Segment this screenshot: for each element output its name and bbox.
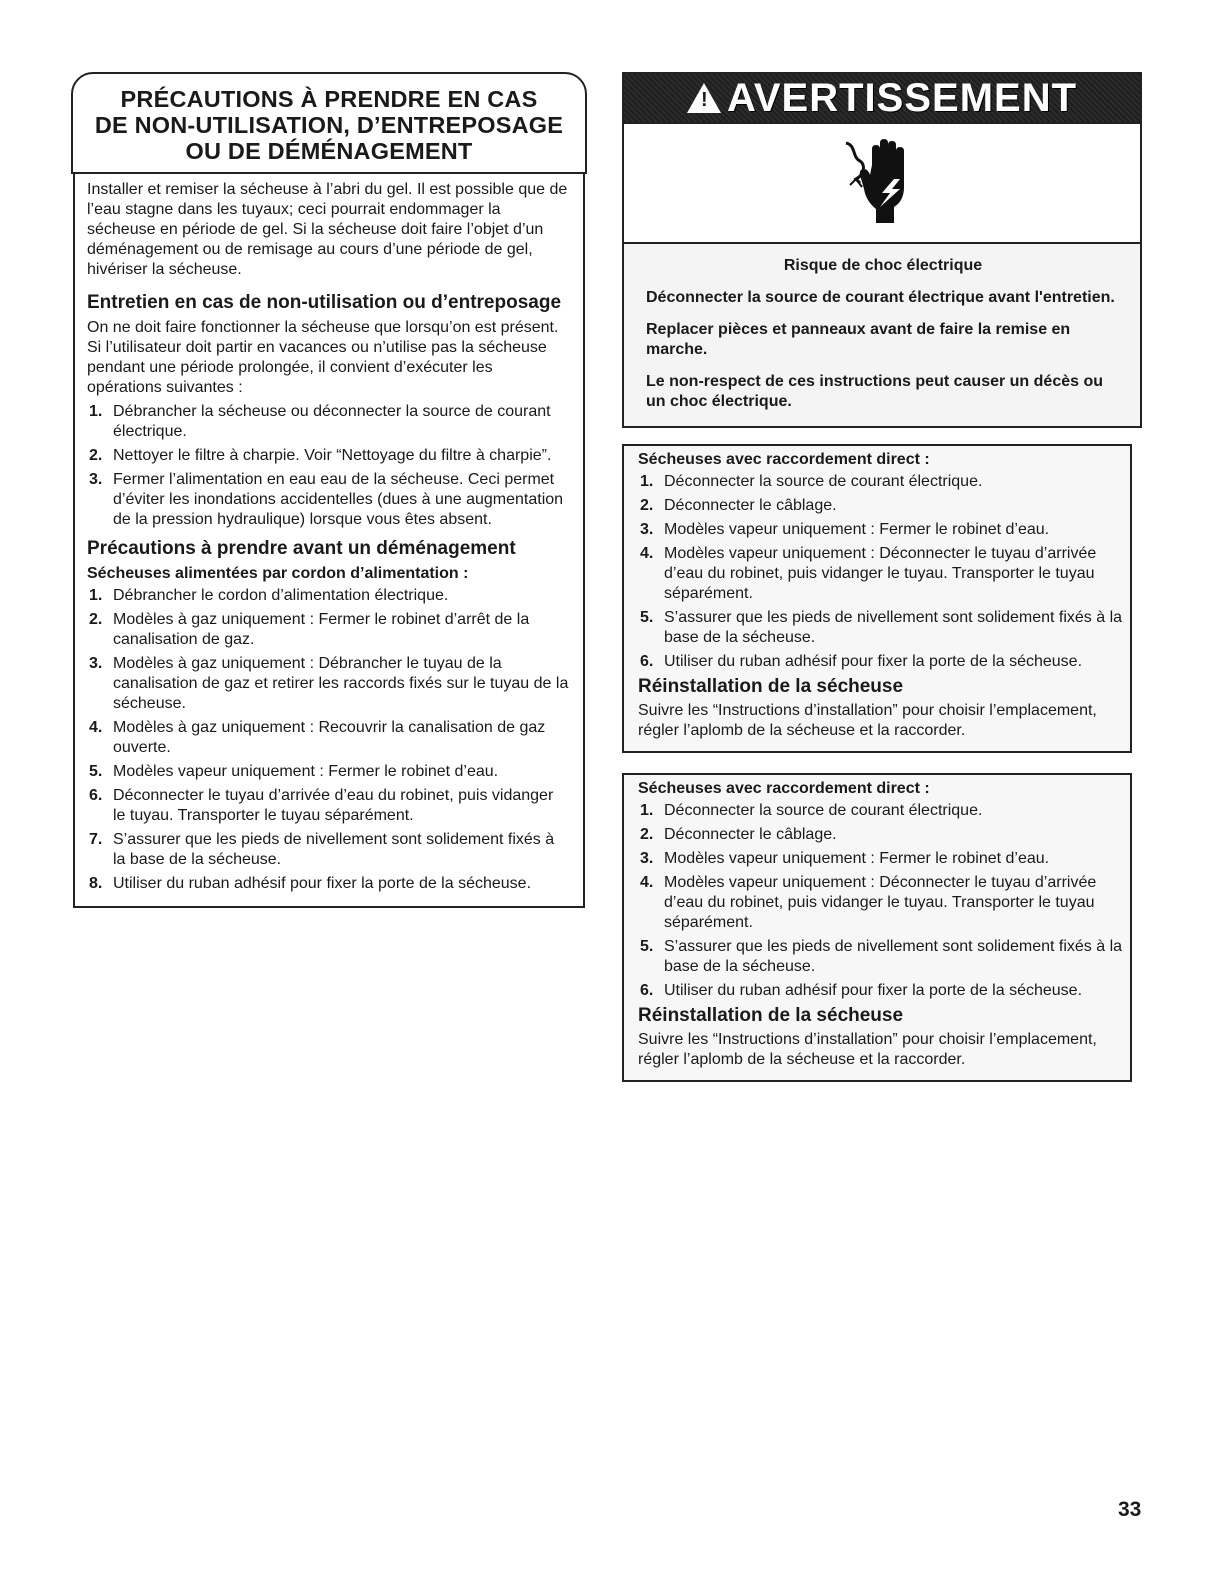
header-line-1: PRÉCAUTIONS À PRENDRE EN CAS <box>120 86 538 112</box>
electric-shock-hand-icon <box>842 135 922 231</box>
box-steps <box>638 472 1126 672</box>
step-number: 2. <box>640 497 654 514</box>
step-text: Utiliser du ruban adhésif pour fixer la porte de la sécheuse. <box>664 982 1083 999</box>
step-number: 2. <box>89 611 103 628</box>
step-text: Débrancher le cordon d’alimentation électrique. <box>113 587 449 604</box>
list-item <box>638 937 1126 977</box>
list-item <box>87 762 569 782</box>
moving-subtitle: Sécheuses alimentées par cordon d’alimentation : <box>87 565 469 582</box>
right-column <box>622 72 1142 1082</box>
step-text: Déconnecter le câblage. <box>664 826 837 843</box>
list-item <box>638 472 1126 492</box>
list-item <box>638 873 1126 933</box>
storage-text: On ne doit faire fonctionner la sécheuse que lorsqu’on est présent. Si l’utilisateur doit partir en vacances ou n’utilise pas la sécheuse pendant une période prolongée, il convient d’exécuter les opérations suivantes : <box>87 319 559 396</box>
list-item <box>638 544 1126 604</box>
step-text: Modèles vapeur uniquement : Fermer le robinet d’eau. <box>664 521 1050 538</box>
page-number: 33 <box>1118 1498 1142 1521</box>
step-text: S’assurer que les pieds de nivellement sont solidement fixés à la base de la sécheuse. <box>664 938 1123 975</box>
header-line-3: OU DE DÉMÉNAGEMENT <box>185 138 473 164</box>
reinstall-title: Réinstallation de la sécheuse <box>638 1005 904 1026</box>
list-item <box>638 825 1126 845</box>
list-item <box>87 874 569 894</box>
warning-title: AVERTISSEMENT <box>726 75 1078 120</box>
warning-banner <box>624 74 1140 124</box>
list-item <box>87 830 569 870</box>
step-text: Modèles vapeur uniquement : Fermer le robinet d’eau. <box>113 763 499 780</box>
storage-moving-section <box>73 72 585 908</box>
step-text: Modèles vapeur uniquement : Fermer le robinet d’eau. <box>664 850 1050 867</box>
step-number: 6. <box>640 982 654 999</box>
moving-title: Précautions à prendre avant un déménagement <box>87 538 516 559</box>
list-item <box>638 801 1126 821</box>
step-text: Modèles à gaz uniquement : Fermer le robinet d’arrêt de la canalisation de gaz. <box>113 611 530 648</box>
step-text: Utiliser du ruban adhésif pour fixer la porte de la sécheuse. <box>664 653 1083 670</box>
step-number: 6. <box>89 787 103 804</box>
list-item <box>87 446 569 466</box>
list-item <box>638 520 1126 540</box>
step-text: Déconnecter le câblage. <box>664 497 837 514</box>
warning-text <box>624 244 1140 426</box>
step-number: 7. <box>89 831 103 848</box>
step-number: 3. <box>89 471 103 488</box>
section-header <box>71 72 587 174</box>
step-number: 4. <box>89 719 103 736</box>
list-item <box>638 496 1126 516</box>
step-number: 4. <box>640 874 654 891</box>
step-number: 6. <box>640 653 654 670</box>
list-item <box>87 470 569 530</box>
list-item <box>87 654 569 714</box>
box-title: Sécheuses avec raccordement direct : <box>638 780 930 797</box>
step-text: Déconnecter le tuyau d’arrivée d’eau du robinet, puis vidanger le tuyau. Transporter le tuyau séparément. <box>113 787 554 824</box>
step-number: 5. <box>640 938 654 955</box>
step-number: 1. <box>89 403 103 420</box>
warning-triangle-icon <box>687 83 721 113</box>
risk-label: Risque de choc électrique <box>783 257 983 274</box>
step-number: 4. <box>640 545 654 562</box>
step-text: Modèles vapeur uniquement : Déconnecter le tuyau d’arrivée d’eau du robinet, puis vidanger le tuyau. Transporter le tuyau séparément. <box>664 545 1097 602</box>
direct-wired-box-2 <box>622 773 1132 1082</box>
step-number: 2. <box>640 826 654 843</box>
header-line-2: DE NON-UTILISATION, D’ENTREPOSAGE <box>94 112 564 138</box>
warning-box <box>622 72 1142 428</box>
step-number: 5. <box>89 763 103 780</box>
storage-steps <box>87 402 569 530</box>
step-number: 3. <box>89 655 103 672</box>
step-number: 1. <box>640 802 654 819</box>
step-text: Fermer l’alimentation en eau eau de la sécheuse. Ceci permet d’éviter les inondations accidentelles (dues à une augmentation de la pression hydraulique) lorsque vous êtes absent. <box>113 471 564 528</box>
step-text: S’assurer que les pieds de nivellement sont solidement fixés à la base de la sécheuse. <box>664 609 1123 646</box>
list-item <box>87 610 569 650</box>
box-title: Sécheuses avec raccordement direct : <box>638 451 930 468</box>
storage-title: Entretien en cas de non-utilisation ou d’entreposage <box>87 292 562 313</box>
step-number: 3. <box>640 850 654 867</box>
step-text: Modèles à gaz uniquement : Débrancher le tuyau de la canalisation de gaz et retirer les raccords fixés sur le tuyau de la sécheuse. <box>113 655 569 712</box>
list-item <box>87 718 569 758</box>
warning-line-2: Replacer pièces et panneaux avant de faire la remise en marche. <box>646 321 1071 358</box>
step-text: Déconnecter la source de courant électrique. <box>664 802 983 819</box>
direct-wired-box-1 <box>622 444 1132 753</box>
step-text: S’assurer que les pieds de nivellement sont solidement fixés à la base de la sécheuse. <box>113 831 555 868</box>
reinstall-text: Suivre les “Instructions d’installation” pour choisir l’emplacement, régler l’aplomb de la sécheuse et la raccorder. <box>638 702 1097 739</box>
step-number: 8. <box>89 875 103 892</box>
step-number: 3. <box>640 521 654 538</box>
step-text: Utiliser du ruban adhésif pour fixer la porte de la sécheuse. <box>113 875 532 892</box>
list-item <box>638 981 1126 1001</box>
step-text: Débrancher la sécheuse ou déconnecter la source de courant électrique. <box>113 403 551 440</box>
exclamation-mark: ! <box>700 89 708 111</box>
step-text: Déconnecter la source de courant électrique. <box>664 473 983 490</box>
list-item <box>638 608 1126 648</box>
step-number: 1. <box>640 473 654 490</box>
warning-line-1: Déconnecter la source de courant électrique avant l'entretien. <box>646 289 1115 306</box>
intro-text: Installer et remiser la sécheuse à l’abri du gel. Il est possible que de l’eau stagne dans les tuyaux; ceci pourrait endommager la sécheuse en période de gel. Si la sécheuse doit faire l’objet d’un déménagement ou de remisage au cours d’une période de gel, hivériser la sécheuse. <box>87 181 568 278</box>
list-item <box>87 402 569 442</box>
step-text: Modèles vapeur uniquement : Déconnecter le tuyau d’arrivée d’eau du robinet, puis vidanger le tuyau. Transporter le tuyau séparément. <box>664 874 1097 931</box>
warning-line-3: Le non-respect de ces instructions peut causer un décès ou un choc électrique. <box>646 373 1104 410</box>
list-item <box>638 849 1126 869</box>
moving-steps <box>87 586 569 894</box>
list-item <box>87 586 569 606</box>
section-body-box <box>73 174 585 908</box>
box-steps <box>638 801 1126 1001</box>
warning-icon-area <box>624 124 1140 244</box>
list-item <box>638 652 1126 672</box>
step-text: Nettoyer le filtre à charpie. Voir “Nettoyage du filtre à charpie”. <box>113 447 552 464</box>
reinstall-title: Réinstallation de la sécheuse <box>638 676 904 697</box>
list-item <box>87 786 569 826</box>
reinstall-text: Suivre les “Instructions d’installation” pour choisir l’emplacement, régler l’aplomb de la sécheuse et la raccorder. <box>638 1031 1097 1068</box>
step-text: Modèles à gaz uniquement : Recouvrir la canalisation de gaz ouverte. <box>113 719 546 756</box>
step-number: 2. <box>89 447 103 464</box>
step-number: 5. <box>640 609 654 626</box>
step-number: 1. <box>89 587 103 604</box>
